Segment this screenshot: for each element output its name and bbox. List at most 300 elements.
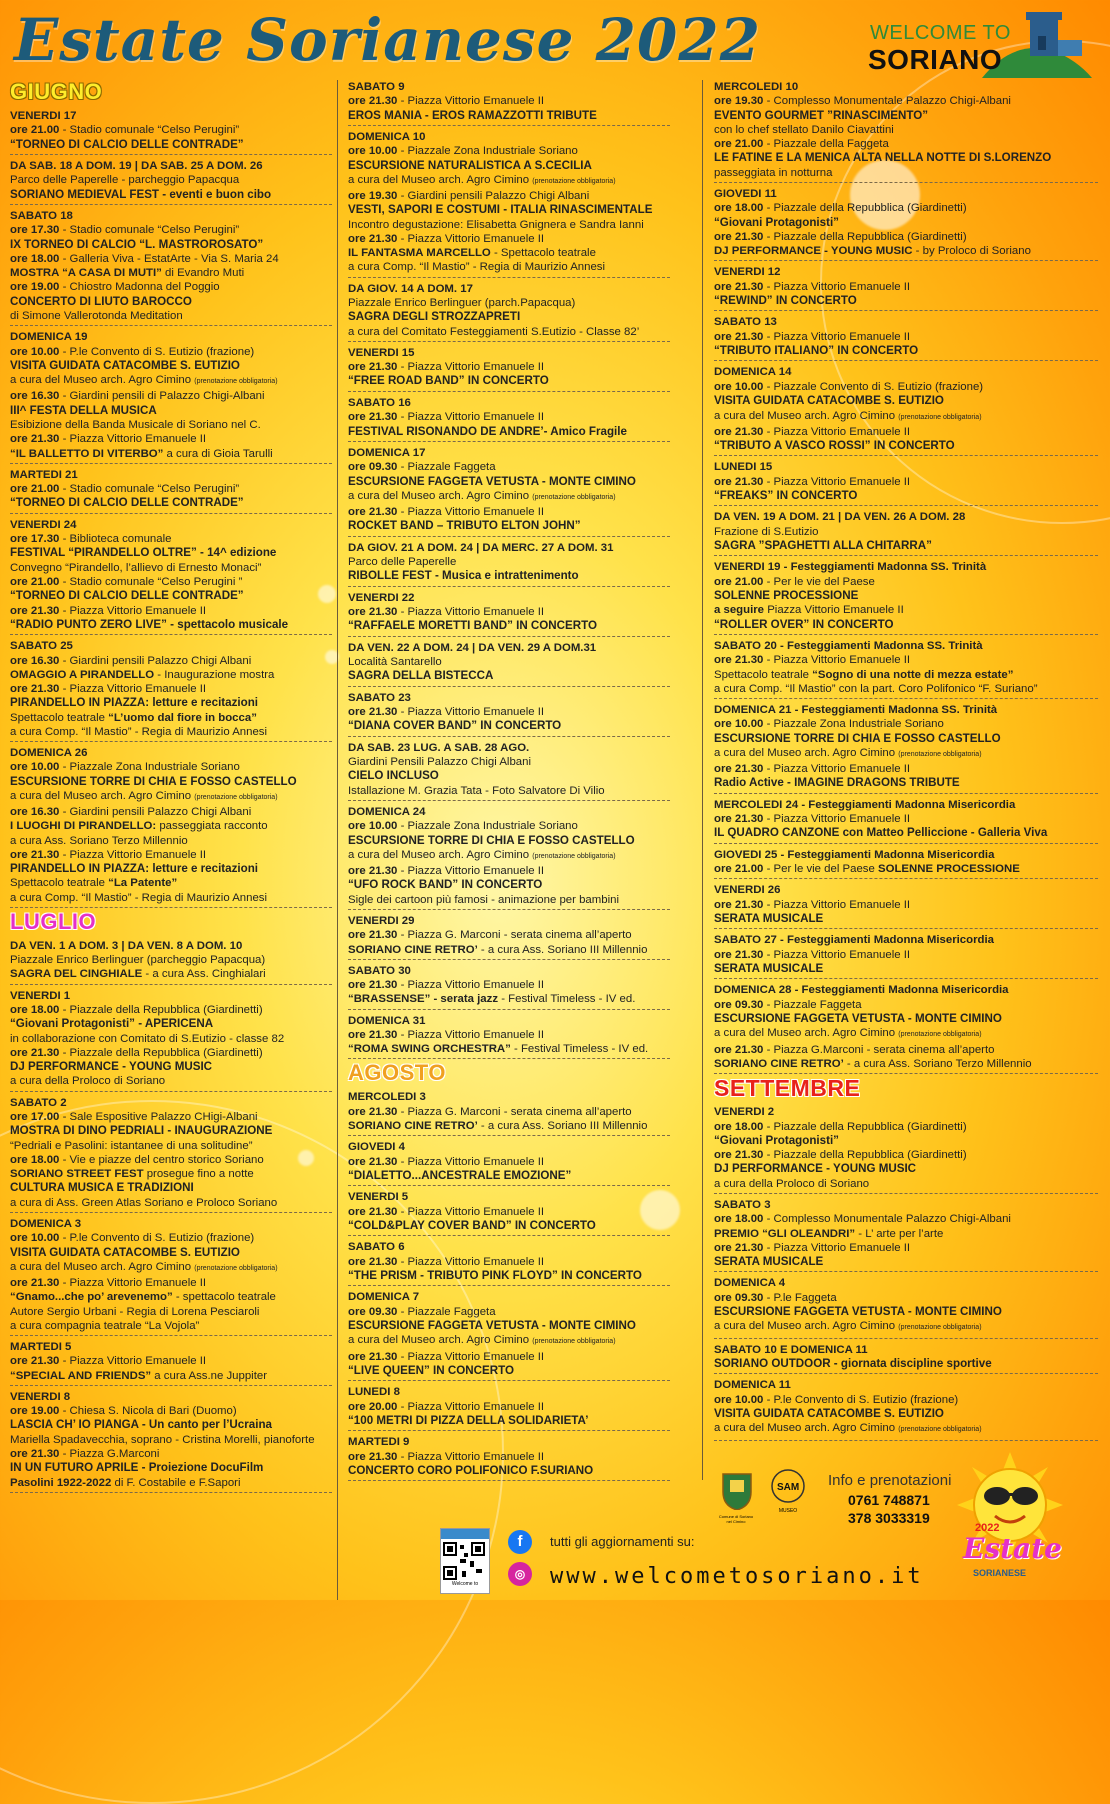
event-detail-text: a cura Ass. Soriano Terzo Millennio [10,834,188,847]
event-entry [10,207,332,326]
event-detail-text: - Piazza Vittorio Emanuele II [763,654,911,667]
event-title: “ROLLER OVER” IN CONCERTO [714,617,894,631]
event-date: MERCOLEDI 10 [714,81,799,93]
event-time: ore 10.00 [348,145,398,158]
event-detail-text: a cura della Proloco di Soriano [714,1177,870,1190]
event-detail-text: a cura del Museo arch. Agro Cimino [10,374,195,387]
event-time: ore 21.00 [10,483,60,496]
event-entry [714,637,1098,699]
event-time: ore 16.30 [10,390,60,403]
event-date: VENERDI 17 [10,110,77,122]
event-title-inline: “ROMA SWING ORCHESTRA” [348,1043,511,1056]
event-time: ore 21.30 [348,979,398,992]
event-date: MARTEDI 21 [10,468,78,481]
event-detail-text: - Piazza G.Marconi - serata cinema all’aperto [763,1043,995,1056]
event-time: ore 21.30 [348,361,398,374]
event-detail-text: - Piazza G. Marconi - serata cinema all’aperto [397,1105,632,1118]
event-title: VISITA GUIDATA CATACOMBE S. EUTIZIO [714,1406,944,1420]
event-entry [10,1388,332,1493]
event-entry [348,539,670,587]
event-date: SABATO 18 [10,210,73,223]
event-detail-text: Sigle dei cartoon più famosi - animazione per bambini [348,893,619,906]
event-time: ore 21.30 [714,1241,764,1254]
phone-number-1[interactable]: 0761 748871 [848,1492,930,1508]
event-detail [348,505,670,519]
event-detail-text: - Piazzale Zona Industriale Soriano [397,145,578,158]
event-date: DA SAB. 23 LUG. A SAB. 28 AGO. [348,741,530,754]
event-detail-text: “Pedriali e Pasolini: istantanee di una solitudine” [10,1139,253,1152]
event-time: ore 20.00 [348,1400,398,1413]
event-title: LASCIA CH’ IO PIANGA - Un canto per l’Ucraina [10,1418,272,1432]
event-title-inline: SORIANO CINE RETRO’ [714,1057,844,1070]
event-detail [348,1450,670,1464]
event-detail [714,862,1098,876]
event-date: VENERDI 19 - Festeggiamenti Madonna SS. Trinità [714,561,987,574]
event-detail-text: - Chiesa S. Nicola di Bari (Duomo) [59,1405,237,1418]
event-entry [348,1188,670,1236]
event-detail-text: - Piazza Vittorio Emanuele II [397,361,545,374]
event-detail-text: - Piazzale della Repubblica (Giardinetti) [59,1004,263,1017]
event-date: DA VEN. 1 A DOM. 3 | DA VEN. 8 A DOM. 10 [10,939,243,952]
event-detail [348,928,670,942]
event-detail [714,1227,1098,1241]
event-entry [348,1012,670,1060]
event-entry [10,1094,332,1213]
event-detail-text: passeggiata racconto [156,820,268,833]
event-detail [348,1119,670,1133]
event-detail [348,94,670,108]
event-title: “LIVE QUEEN” IN CONCERTO [348,1363,514,1377]
event-title: IL QUADRO CANZONE con Matteo Pelliccione - Galleria Viva [714,826,1048,840]
event-title: “RADIO PUNTO ZERO LIVE” - spettacolo musicale [10,617,289,631]
event-date: DOMENICA 17 [348,446,426,459]
event-time: a seguire [714,604,765,617]
event-entry [10,637,332,742]
event-date: DOMENICA 3 [10,1217,82,1230]
event-detail-text: Incontro degustazione: Elisabetta Gnignera e Sandra Ianni [348,218,644,231]
event-detail-text: Spettacolo teatrale [714,668,813,681]
event-title: “THE PRISM - TRIBUTO PINK FLOYD” IN CONCERTO [348,1268,642,1282]
event-detail [348,144,670,158]
event-time: ore 21.30 [348,1205,398,1218]
event-title: Radio Active - IMAGINE DRAGONS TRIBUTE [714,776,960,790]
event-detail-text: - Spettacolo teatrale [490,247,596,260]
event-detail-text: passeggiata in notturna [714,166,833,179]
event-detail [714,123,1098,137]
event-time: ore 21.30 [10,682,60,695]
event-detail [348,460,670,474]
event-time: ore 21.30 [714,425,764,438]
event-title: SAGRA ”SPAGHETTI ALLA CHITARRA” [714,538,932,552]
event-title: “UFO ROCK BAND” IN CONCERTO [348,878,543,892]
event-detail-text: - Piazzale Faggeta [763,998,862,1011]
booking-note: (prenotazione obbligatoria) [194,378,278,386]
event-detail [10,891,332,905]
event-detail [10,604,332,618]
event-entry [714,263,1098,311]
event-detail-text: - Piazza Vittorio Emanuele II [397,506,545,519]
event-detail [10,953,332,967]
event-detail [10,252,332,266]
event-date: GIOVEDI 4 [348,1141,405,1154]
event-detail [348,173,670,189]
event-date: SABATO 20 - Festeggiamenti Madonna SS. Trinità [714,639,983,652]
event-title: “DIALETTO...ANCESTRALE EMOZIONE” [348,1168,572,1182]
event-title: “Giovani Protagonisti” [714,215,839,229]
event-detail-text: - Piazza Vittorio Emanuele II [397,606,545,619]
event-title: CULTURA MUSICA E TRADIZIONI [10,1181,194,1195]
event-time: ore 21.30 [348,95,398,108]
event-date: VENERDI 5 [348,1191,409,1204]
event-detail-text: - P.le Faggeta [763,1291,837,1304]
event-detail-text: - Per le vie del Paese [763,863,879,876]
svg-text:SAM: SAM [777,1482,800,1493]
event-date: SABATO 23 [348,691,411,704]
event-detail-text: - Per le vie del Paese [763,575,875,588]
event-detail-text: - Piazza Vittorio Emanuele II [763,475,911,488]
event-detail-text: - Piazzale Zona Industriale Soriano [763,718,944,731]
event-detail-text: - Piazza Vittorio Emanuele II [763,898,911,911]
event-time: ore 21.30 [10,848,60,861]
event-title: “TORNEO DI CALCIO DELLE CONTRADE” [10,496,244,510]
event-title: CONCERTO DI LIUTO BAROCCO [10,294,192,308]
event-detail [348,232,670,246]
month-heading: AGOSTO [348,1060,446,1086]
event-title: “Giovani Protagonisti” - APERICENA [10,1017,214,1031]
month-heading: LUGLIO [10,908,97,934]
event-entry [10,328,332,463]
event-time: ore 21.30 [714,948,764,961]
event-time: ore 19.00 [10,281,60,294]
event-time: ore 21.30 [348,233,398,246]
column-divider [702,80,703,1480]
event-time: ore 18.00 [714,1213,764,1226]
event-detail [348,1255,670,1269]
event-time: ore 16.30 [10,806,60,819]
event-detail [10,345,332,359]
museo-caption: MUSEO [778,1508,798,1514]
event-time: ore 21.30 [714,763,764,776]
event-date: DOMENICA 10 [348,131,426,144]
event-entry [348,128,670,278]
event-detail-text: - Piazza Vittorio Emanuele II [763,425,911,438]
event-detail-text: a cura del Comitato Festeggiamenti S.Eutizio - Classe 82’ [348,325,640,338]
comune-crest-icon [718,1470,754,1524]
event-detail [10,432,332,446]
event-detail-text: a cura del Museo arch. Agro Cimino [348,489,533,502]
event-detail [348,246,670,260]
event-title: ESCURSIONE NATURALISTICA A S.CECILIA [348,158,592,172]
event-time: ore 21.30 [714,898,764,911]
event-detail [10,280,332,294]
event-detail [10,1074,332,1088]
event-detail-text: - P.le Convento di S. Eutizio (frazione) [59,345,255,358]
event-detail-text: - Piazzale della Repubblica (Giardinetti) [763,202,967,215]
event-detail [10,561,332,575]
event-detail [348,1350,670,1364]
event-detail [714,1291,1098,1305]
event-time: ore 21.00 [714,575,764,588]
event-title: ESCURSIONE FAGGETA VETUSTA - MONTE CIMINO [714,1012,1002,1026]
event-date: DOMENICA 21 - Festeggiamenti Madonna SS. Trinità [714,703,998,716]
event-entry [714,1196,1098,1272]
event-time: ore 09.30 [348,461,398,474]
event-detail [10,848,332,862]
badge-subtitle: SORIANESE [973,1568,1027,1578]
event-time: ore 09.30 [348,1305,398,1318]
event-detail-text: a cura Comp. “Il Mastio” - Regia di Maurizio Annesi [10,891,268,904]
event-detail-text: - Piazzale della Repubblica (Giardinetti) [763,1120,967,1133]
event-title: “TORNEO DI CALCIO DELLE CONTRADE” [10,589,244,603]
event-detail-text: - Piazza Vittorio Emanuele II [397,1400,545,1413]
event-detail [348,1400,670,1414]
event-title: ESCURSIONE FAGGETA VETUSTA - MONTE CIMINO [348,474,636,488]
event-title: ESCURSIONE TORRE DI CHIA E FOSSO CASTELLO [348,833,635,847]
event-entry [348,1383,670,1431]
booking-note: (prenotazione obbligatoria) [898,1426,982,1434]
logo-welcome-text: WELCOME TO [870,22,1011,44]
event-time: ore 21.30 [348,706,398,719]
event-title: PIRANDELLO IN PIAZZA: letture e recitazioni [10,696,259,710]
event-detail [10,1369,332,1383]
event-entry [10,987,332,1092]
event-detail [10,1260,332,1276]
event-time: ore 21.30 [10,433,60,446]
event-time: ore 21.30 [348,929,398,942]
event-title-inline: OMAGGIO A PIRANDELLO [10,668,155,681]
event-detail-text: - Piazza Vittorio Emanuele II [763,763,911,776]
event-entry [714,1103,1098,1194]
event-time: ore 21.30 [714,654,764,667]
event-detail [10,1046,332,1060]
event-detail-text: - P.le Convento di S. Eutizio (frazione) [59,1232,255,1245]
event-entry [714,363,1098,456]
event-detail-text: Giardini Pensili Palazzo Chigi Albani [348,756,531,769]
event-title: SAGRA DELLA BISTECCA [348,669,494,683]
event-time: ore 10.00 [10,1232,60,1245]
instagram-icon[interactable]: ◎ [508,1562,532,1586]
event-time: ore 16.30 [10,654,60,667]
event-time: ore 21.30 [348,411,398,424]
phone-number-2[interactable]: 378 3033319 [848,1510,930,1526]
event-detail-text: - Piazzale Zona Industriale Soriano [59,761,240,774]
event-detail-text: - Piazza Vittorio Emanuele II [397,95,545,108]
event-detail-text: Parco delle Paperelle [348,556,457,569]
event-detail-text: - Piazzale Zona Industriale Soriano [397,820,578,833]
event-detail-text: - Piazza G.Marconi [59,1447,160,1460]
event-time: ore 21.30 [348,1105,398,1118]
event-entry [348,1433,670,1481]
event-title-inline: SOLENNE PROCESSIONE [878,863,1020,876]
event-detail [10,819,332,833]
event-detail [10,1476,332,1490]
event-detail-text: a cura Ass.ne Juppiter [151,1369,268,1382]
event-date: VENERDI 26 [714,884,781,897]
event-time: ore 18.00 [714,202,764,215]
event-date: SABATO 6 [348,1241,405,1254]
event-detail [714,1393,1098,1407]
event-detail [714,762,1098,776]
event-title-inline: “Gnamo...che po’ arevenemo” [10,1291,173,1304]
event-detail [10,373,332,389]
event-detail [10,682,332,696]
event-title: “Giovani Protagonisti” [714,1133,839,1147]
event-date: VENERDI 12 [714,266,781,279]
event-detail [10,1354,332,1368]
event-detail [10,1433,332,1447]
column-divider [337,80,338,1600]
event-detail [714,1057,1098,1071]
event-date: SABATO 13 [714,316,777,329]
event-detail [714,525,1098,539]
event-detail [10,532,332,546]
event-time: ore 18.00 [714,1120,764,1133]
event-entry [348,1138,670,1186]
event-time: ore 21.30 [348,1350,398,1363]
event-detail [348,819,670,833]
qr-code[interactable] [440,1528,490,1594]
event-detail [10,967,332,981]
event-detail [348,1155,670,1169]
event-entry [714,881,1098,929]
event-detail-text: Autore Sergio Urbani - Regia di Lorena Pesciaroli [10,1305,260,1318]
event-detail [10,123,332,137]
event-time: ore 18.00 [10,1153,60,1166]
event-entry [348,444,670,537]
event-time: ore 21.00 [714,138,764,151]
event-detail [348,1028,670,1042]
event-time: ore 21.30 [348,1155,398,1168]
event-detail [714,1043,1098,1057]
event-entry [348,639,670,687]
event-date: SABATO 27 - Festeggiamenti Madonna Misericordia [714,934,994,947]
event-entry [348,78,670,126]
event-date: MERCOLEDI 3 [348,1091,426,1104]
event-detail-text: - a cura Ass. Soriano Terzo Millennio [843,1057,1032,1070]
event-time: ore 19.30 [714,95,764,108]
event-detail [10,389,332,403]
facebook-icon[interactable]: f [508,1530,532,1554]
event-detail-text: a cura del Museo arch. Agro Cimino [348,849,533,862]
event-entry [714,458,1098,506]
event-detail-text: a cura del Museo arch. Agro Cimino [714,1422,899,1435]
event-detail-text: Spettacolo teatrale [10,711,109,724]
event-detail [10,805,332,819]
event-detail-text: - Piazza Vittorio Emanuele II [397,411,545,424]
event-title: “TORNEO DI CALCIO DELLE CONTRADE” [10,137,244,151]
event-detail-text: a cura del Museo arch. Agro Cimino [714,747,899,759]
event-detail-text: Spettacolo teatrale [10,877,109,890]
event-detail-text: - Complesso Monumentale Palazzo Chigi-Albani [763,95,1011,108]
event-detail-text: - Piazza Vittorio Emanuele II [397,1450,545,1463]
month-heading: GIUGNO [10,79,103,104]
booking-note: (prenotazione obbligatoria) [194,794,278,801]
event-time: ore 21.30 [10,1046,60,1059]
event-detail-text: di Evandro Muti [161,267,245,280]
event-title: “TRIBUTO A VASCO ROSSI” IN CONCERTO [714,438,955,452]
event-detail-text: - Sale Espositive Palazzo CHigi-Albani [59,1111,258,1124]
event-detail [10,1305,332,1319]
event-date: DOMENICA 14 [714,366,792,379]
event-time: ore 09.30 [714,1291,764,1304]
event-date: VENERDI 29 [348,915,415,928]
event-detail-text: Esibizione della Banda Musicale di Soriano nel C. [10,419,261,432]
event-title: RIBOLLE FEST - Musica e intrattenimento [348,569,579,583]
event-detail-text: - Giardini pensili Palazzo Chigi Albani [397,190,590,203]
event-detail-text: - Piazza Vittorio Emanuele II [763,330,911,343]
event-title: ESCURSIONE TORRE DI CHIA E FOSSO CASTELLO [714,731,1001,745]
event-date: DOMENICA 24 [348,806,426,819]
event-date: SABATO 2 [10,1096,67,1109]
museo-logo-icon [770,1468,806,1514]
event-detail-text: Frazione di S.Eutizio [714,525,819,538]
event-entry [10,466,332,514]
month-heading: SETTEMBRE [714,1075,861,1102]
event-detail [714,948,1098,962]
event-detail [714,898,1098,912]
event-detail [714,668,1098,682]
event-time: ore 19.00 [10,1405,60,1418]
event-entry [714,313,1098,361]
event-entry [348,689,670,737]
event-detail [10,668,332,682]
event-title: “COLD&PLAY COVER BAND” IN CONCERTO [348,1218,596,1232]
event-date: DA GIOV. 21 A DOM. 24 | DA MERC. 27 A DOM. 31 [348,541,614,554]
event-entry [348,1288,670,1381]
event-entry [10,1338,332,1386]
website-link[interactable]: www.welcometosoriano.it [550,1564,924,1589]
event-detail-text: - Stadio comunale “Celso Perugini” [59,224,240,237]
event-time: ore 10.00 [348,820,398,833]
event-detail [348,864,670,878]
qr-caption: Welcome to [451,1581,479,1587]
event-title: SORIANO OUTDOOR - giornata discipline sportive [714,1356,992,1370]
booking-note: (prenotazione obbligatoria) [898,751,982,758]
event-entry [714,1341,1098,1375]
event-date: DA VEN. 22 A DOM. 24 | DA VEN. 29 A DOM.31 [348,641,597,654]
event-detail [714,1212,1098,1226]
event-detail-text: - Inaugurazione mostra [154,668,275,681]
event-title: III^ FESTA DELLA MUSICA [10,403,157,417]
event-detail [714,1421,1098,1437]
event-detail [714,653,1098,667]
event-title-inline: “IL BALLETTO DI VITERBO” [10,447,164,460]
booking-note: (prenotazione obbligatoria) [898,1031,982,1039]
event-detail [714,1148,1098,1162]
event-detail [348,705,670,719]
event-detail [348,1042,670,1056]
event-detail-text: - Piazza Vittorio Emanuele II [397,1255,545,1268]
event-detail-text: - Piazza Vittorio Emanuele II [397,1029,545,1042]
event-title: VISITA GUIDATA CATACOMBE S. EUTIZIO [10,358,240,372]
event-title-inline: Pasolini 1922-2022 [10,1476,112,1489]
event-detail [10,654,332,668]
event-title: SAGRA DEGLI STROZZAPRETI [348,310,521,324]
event-date: MARTEDI 9 [348,1436,410,1449]
event-time: ore 17.30 [10,533,60,546]
event-title: ROCKET BAND – TRIBUTO ELTON JOHN” [348,519,581,533]
event-time: ore 10.00 [714,380,764,393]
event-date: LUNEDI 8 [348,1386,400,1399]
event-detail-text: - Complesso Monumentale Palazzo Chigi-Albani [763,1213,1011,1226]
event-entry [714,796,1098,844]
event-detail-text: Istallazione M. Grazia Tata - Foto Salvatore Di Vilio [348,784,605,797]
event-detail [10,1404,332,1418]
event-time: ore 21.30 [714,231,764,244]
event-detail [10,418,332,432]
event-title: ESCURSIONE TORRE DI CHIA E FOSSO CASTELLO [10,774,297,788]
event-detail-text: - Piazzale della Repubblica (Giardinetti) [763,1149,967,1162]
